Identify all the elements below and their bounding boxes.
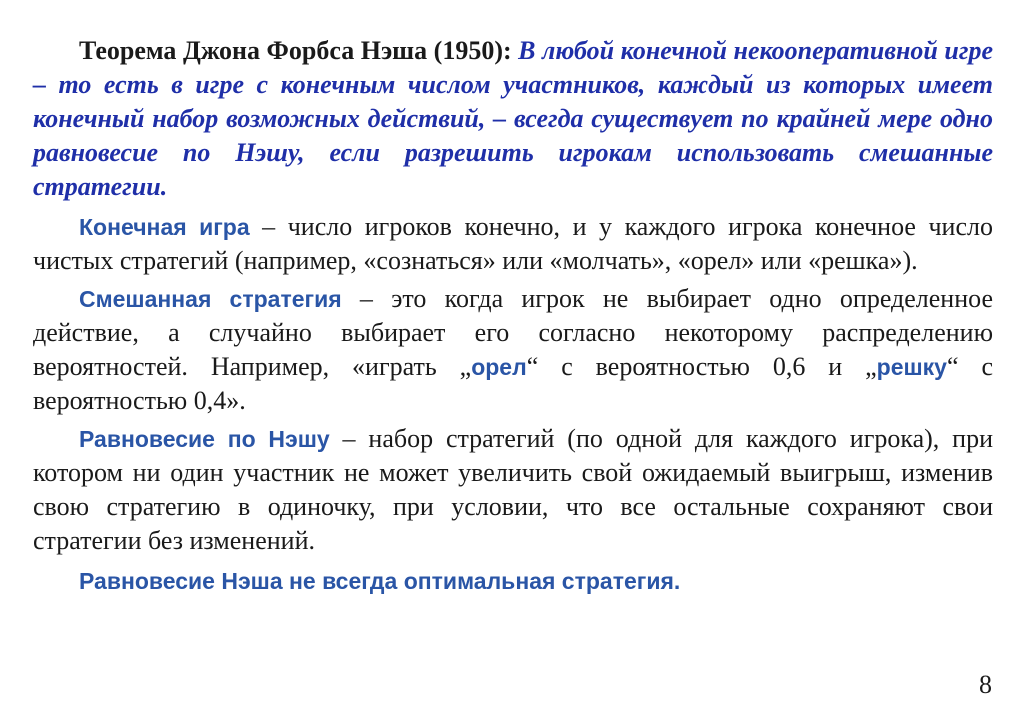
heads-word: орел <box>471 354 527 380</box>
mixed-strategy-term: Смешанная стратегия <box>79 286 342 312</box>
nash-equilibrium-text: – набор стратегий (по одной для каждого игрока), при котором ни один участник не может увеличить свой ожидаемый выигрыш, изменив свою стратегию в одиночку, при условии, что все остальные сохраняют свои стратегии без изменений. <box>33 424 993 555</box>
theorem-title: Теорема Джона Форбса Нэша (1950): <box>79 36 512 65</box>
tails-word: решку <box>876 354 947 380</box>
nash-equilibrium-term: Равновесие по Нэшу <box>79 426 330 452</box>
mixed-strategy-paragraph <box>33 282 993 418</box>
finite-game-text: – число игроков конечно, и у каждого игрока конечное число чистых стратегий (например, «сознаться» или «молчать», «орел» или «решка»). <box>33 212 993 275</box>
finite-game-term: Конечная игра <box>79 214 250 240</box>
theorem-body: В любой конечной некооперативной игре – то есть в игре с конечным числом участников, каждый из которых имеет конечный набор возможных действий, – всегда существует по крайней мере одно равновесие по Нэшу, если разрешить игрокам использовать смешанные стратегии. <box>33 36 994 201</box>
nash-equilibrium-paragraph <box>33 422 993 558</box>
theorem-paragraph <box>33 34 993 204</box>
slide-content <box>33 34 993 598</box>
mixed-strategy-text-a: – это когда игрок не выбирает одно определенное действие, а случайно выбирает его согласно некоторому распределению вероятностей. Например, «играть „ <box>33 284 993 381</box>
mixed-strategy-text-b: “ с вероятностью 0,6 и „ <box>526 352 877 381</box>
conclusion-statement: Равновесие Нэша не всегда оптимальная стратегия. <box>79 568 681 594</box>
finite-game-paragraph <box>33 210 993 278</box>
mixed-strategy-text-c: “ с вероятностью 0,4». <box>33 352 993 415</box>
page-number: 8 <box>979 670 992 699</box>
